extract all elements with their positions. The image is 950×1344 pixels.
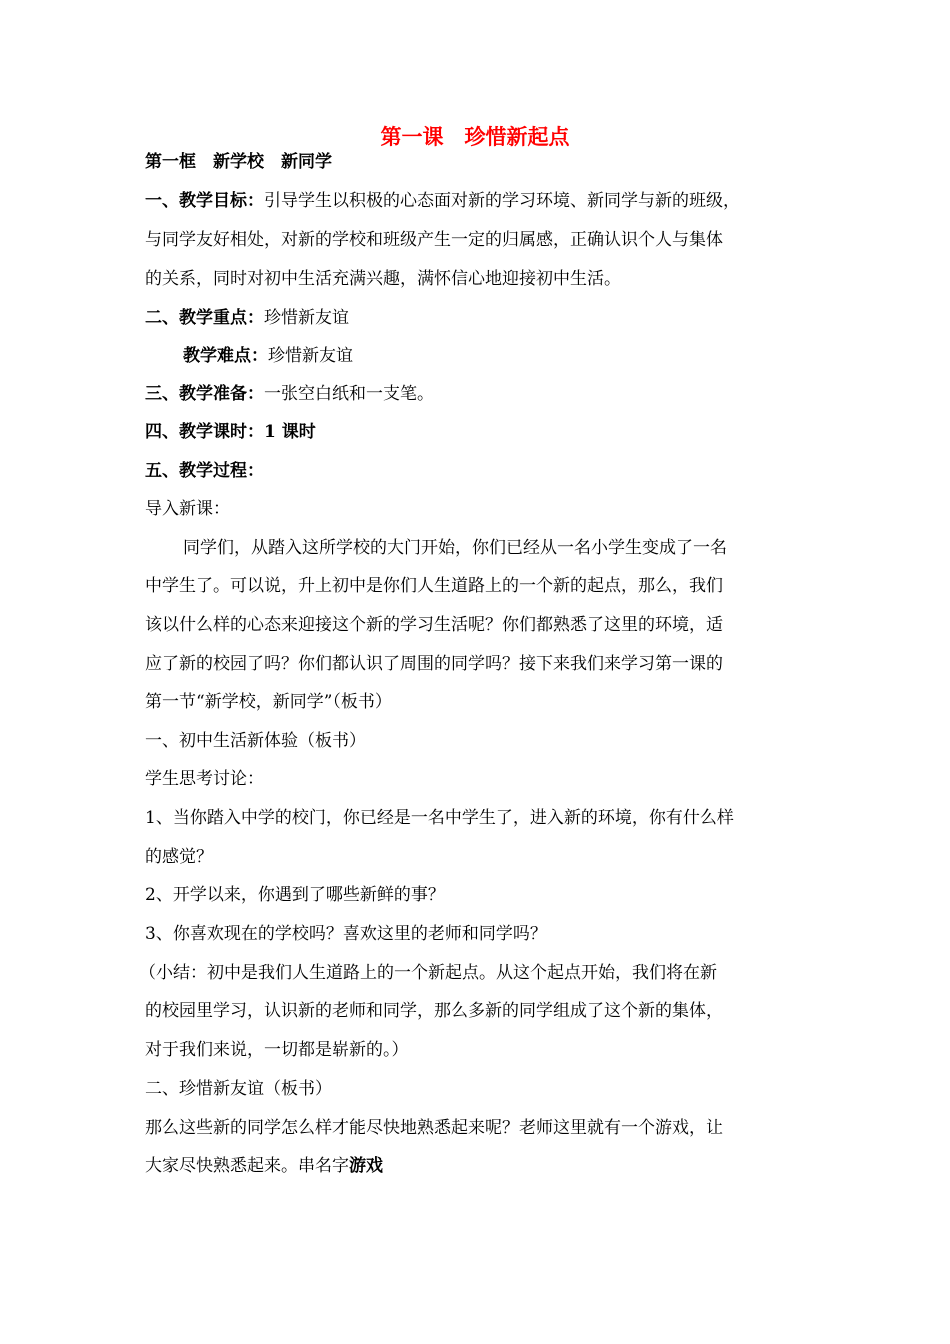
goals-line-1: [145, 189, 740, 213]
question-3: 3、你喜欢现在的学校吗？喜欢这里的老师和同学吗？: [145, 924, 547, 944]
discussion-heading: 学生思考讨论：: [145, 769, 264, 789]
prep-label: 三、教学准备：: [145, 384, 264, 404]
section-1-heading: 一、初中生活新体验（板书）: [145, 731, 366, 751]
question-1-line-1: 1、当你踏入中学的校门，你已经是一名中学生了，进入新的环境，你有什么样: [145, 808, 734, 828]
document-title: 第一课 珍惜新起点: [380, 124, 570, 149]
difficulty-label: 教学难点：: [183, 346, 268, 366]
intro-line-2: 中学生了。可以说，升上初中是你们人生道路上的一个新的起点，那么，我们: [145, 576, 723, 596]
summary-line-3: 对于我们来说，一切都是崭新的。）: [145, 1040, 409, 1060]
difficulty-point: [183, 344, 353, 368]
difficulty-value: 珍惜新友谊: [268, 346, 353, 366]
key-value: 珍惜新友谊: [264, 308, 349, 328]
game-line-2-text: 大家尽快熟悉起来。串名字: [145, 1156, 349, 1176]
section-2-heading: 二、珍惜新友谊（板书）: [145, 1079, 332, 1099]
class-hours: 四、教学课时：1 课时: [145, 422, 316, 442]
game-line-1: 那么这些新的同学怎么样才能尽快地熟悉起来呢？老师这里就有一个游戏，让: [145, 1118, 723, 1138]
preparation: [145, 382, 434, 406]
summary-line-2: 的校园里学习，认识新的老师和同学，那么多新的同学组成了这个新的集体，: [145, 1001, 723, 1021]
goals-text: 引导学生以积极的心态面对新的学习环境、新同学与新的班级，: [264, 191, 740, 211]
question-2: 2、开学以来，你遇到了哪些新鲜的事？: [145, 885, 445, 905]
intro-line-5: 第一节“新学校，新同学”（板书）: [145, 692, 392, 712]
prep-value: 一张空白纸和一支笔。: [264, 384, 434, 404]
game-word: 游戏: [349, 1156, 383, 1176]
intro-line-1: 同学们，从踏入这所学校的大门开始，你们已经从一名小学生变成了一名: [183, 538, 727, 558]
key-point: [145, 306, 349, 330]
process-heading: 五、教学过程：: [145, 461, 264, 481]
goals-line-2: 与同学友好相处，对新的学校和班级产生一定的归属感，正确认识个人与集体: [145, 230, 723, 250]
game-line-2: [145, 1154, 383, 1178]
frame-heading: 第一框 新学校 新同学: [145, 152, 332, 172]
intro-line-4: 应了新的校园了吗？你们都认识了周围的同学吗？接下来我们来学习第一课的: [145, 654, 723, 674]
summary-line-1: （小结：初中是我们人生道路上的一个新起点。从这个起点开始，我们将在新: [139, 963, 717, 983]
question-1-line-2: 的感觉？: [145, 847, 213, 867]
key-label: 二、教学重点：: [145, 308, 264, 328]
intro-heading: 导入新课：: [145, 499, 230, 519]
intro-line-3: 该以什么样的心态来迎接这个新的学习生活呢？你们都熟悉了这里的环境，适: [145, 615, 723, 635]
goals-label: 一、教学目标：: [145, 191, 264, 211]
goals-line-3: 的关系，同时对初中生活充满兴趣，满怀信心地迎接初中生活。: [145, 269, 621, 289]
